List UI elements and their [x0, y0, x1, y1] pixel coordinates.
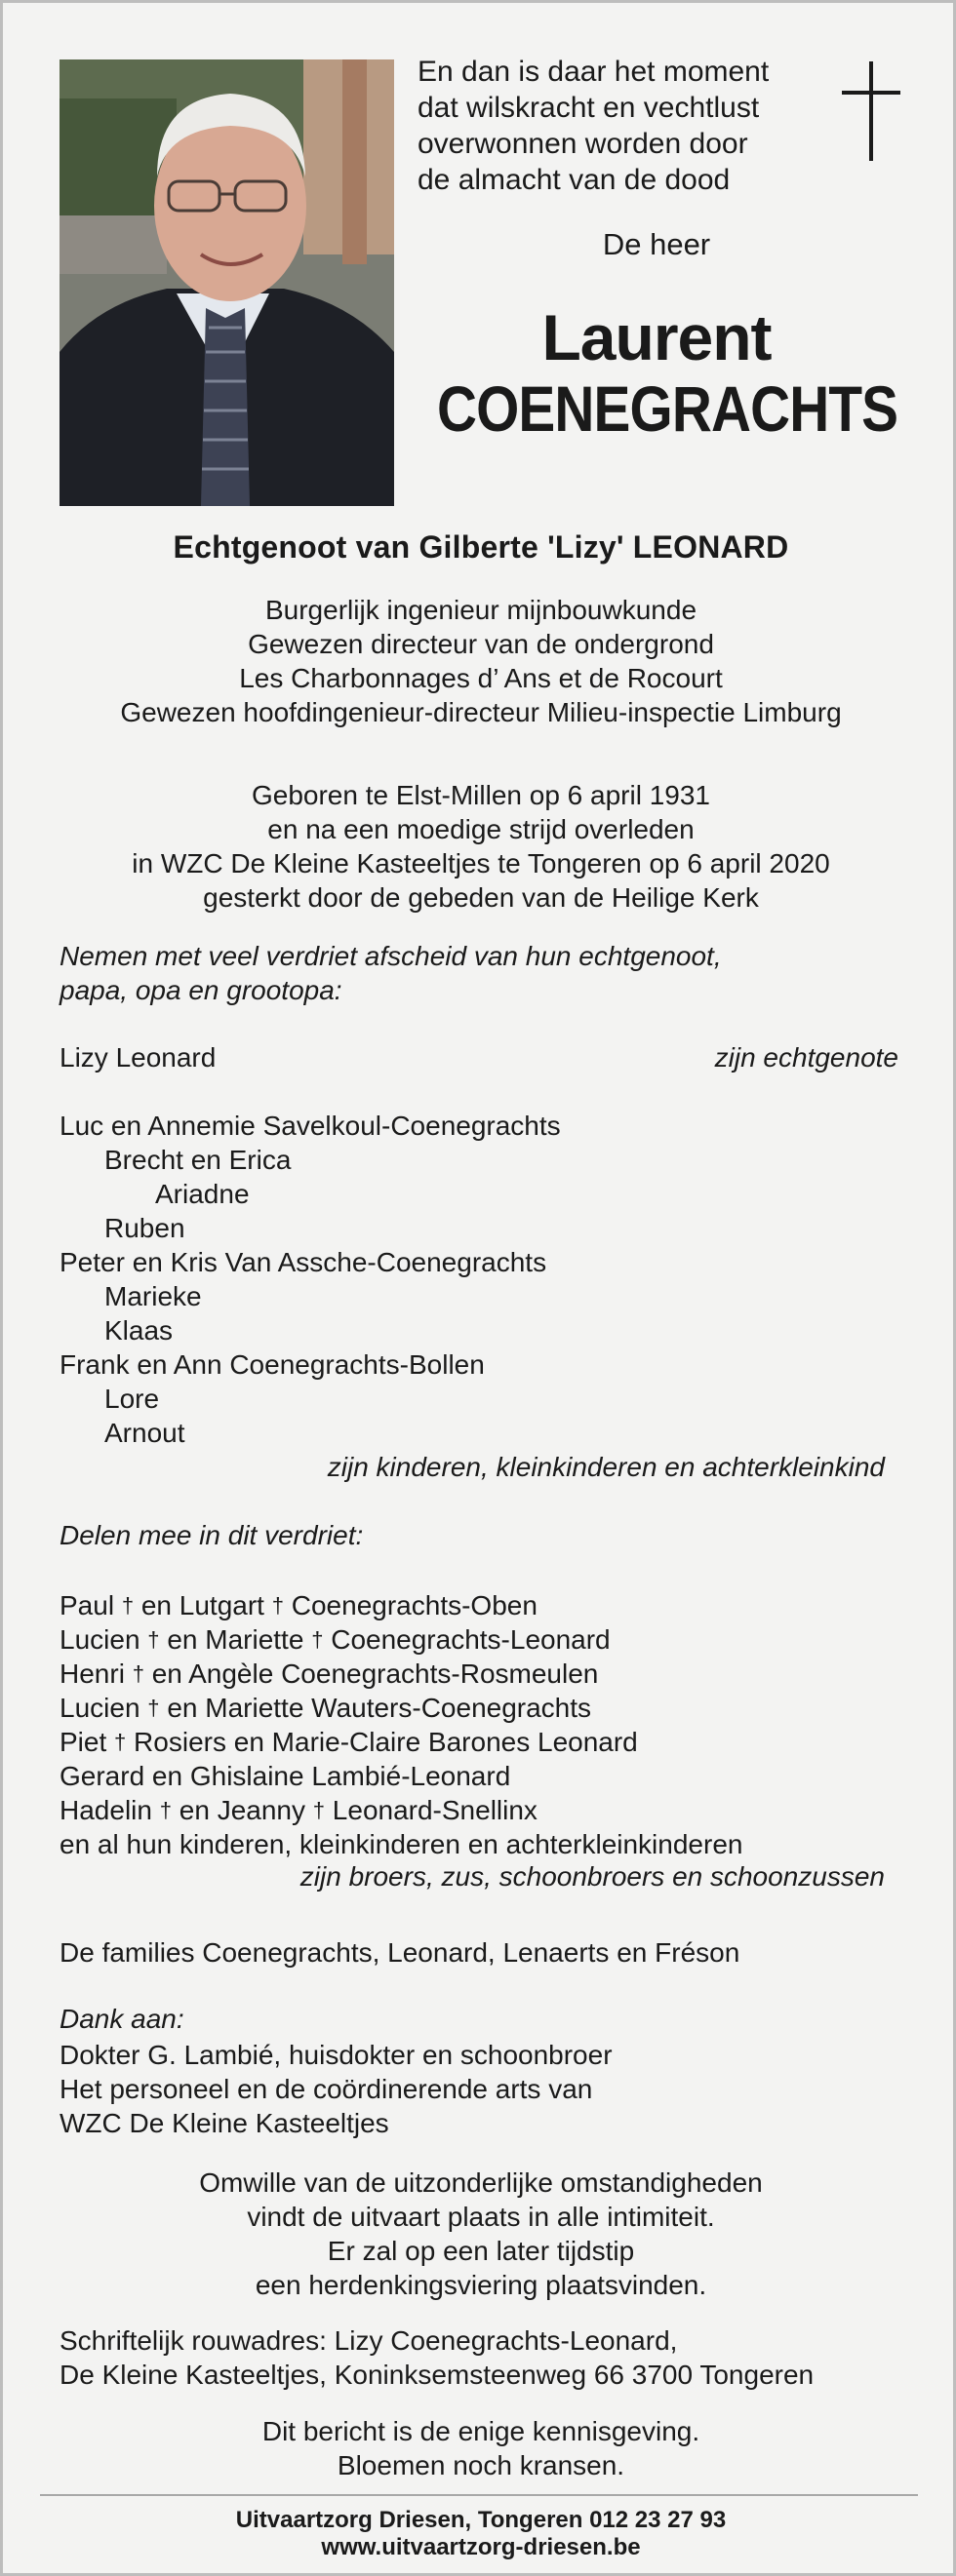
wife-role: zijn echtgenote	[714, 1042, 898, 1073]
thanks-intro: Dank aan:	[60, 2004, 184, 2034]
dagger-icon: †	[312, 1798, 326, 1822]
deceased-last-name: COENEGRACHTS	[437, 372, 898, 445]
career-line: Burgerlijk ingenieur mijnbouwkunde	[264, 595, 697, 625]
dagger-icon: †	[159, 1798, 172, 1822]
spouse-line: Echtgenoot van Gilberte 'Lizy' LEONARD	[173, 529, 789, 565]
list-item	[60, 1725, 918, 1759]
poem	[418, 54, 837, 198]
divider	[40, 2494, 918, 2496]
sibling-text: Coenegrachts-Oben	[283, 1590, 538, 1620]
list-item: Peter en Kris Van Assche-Coenegrachts	[60, 1247, 547, 1277]
siblings-role: zijn broers, zus, schoonbroers en schoonzussen	[299, 1861, 885, 1892]
notice-line: Bloemen noch kransen.	[337, 2450, 625, 2480]
address-line: Schriftelijk rouwadres: Lizy Coenegrachts-Leonard,	[60, 2325, 678, 2356]
list-item: Dokter G. Lambié, huisdokter en schoonbroer	[60, 2040, 613, 2070]
footer-website[interactable]: www.uitvaartzorg-driesen.be	[321, 2534, 641, 2560]
list-item: Brecht en Erica	[104, 1145, 292, 1175]
list-item: Arnout	[104, 1418, 185, 1448]
born-line: Geboren te Elst-Millen op 6 april 1931	[251, 780, 711, 810]
thanks-list	[60, 2038, 918, 2140]
sibling-name: Hadelin	[60, 1795, 152, 1825]
notice-line: Dit bericht is de enige kennisgeving.	[261, 2416, 700, 2446]
cross-icon	[842, 61, 900, 161]
list-item: Klaas	[104, 1315, 174, 1346]
list-item	[60, 1793, 918, 1827]
list-item: Luc en Annemie Savelkoul-Coenegrachts	[60, 1111, 561, 1141]
footer-funeral-home: Uitvaartzorg Driesen, Tongeren 012 23 27 93	[235, 2507, 727, 2533]
sibling-text: Leonard-Snellinx	[325, 1795, 538, 1825]
sibling-name: Henri	[60, 1659, 125, 1689]
circumstances-line: vindt de uitvaart plaats in alle intimiteit.	[247, 2202, 715, 2232]
sibling-text: Rosiers en Marie-Claire Barones Leonard	[126, 1727, 638, 1757]
birth-death-block	[3, 778, 956, 915]
notice-block	[3, 2414, 956, 2482]
circumstances-line: een herdenkingsviering plaatsvinden.	[255, 2270, 707, 2300]
mourn-intro	[60, 939, 918, 1007]
list-item	[60, 1588, 918, 1622]
poem-line: de almacht van de dood	[418, 164, 731, 196]
list-item: Ruben	[104, 1213, 185, 1243]
list-item: Marieke	[104, 1281, 202, 1311]
list-item	[60, 1657, 918, 1691]
dagger-icon: †	[147, 1696, 160, 1720]
sibling-text: en Jeanny	[171, 1795, 313, 1825]
children-list	[60, 1109, 918, 1450]
dagger-icon: †	[121, 1593, 135, 1618]
poem-line: overwonnen worden door	[418, 128, 748, 160]
sibling-text: en Angèle Coenegrachts-Rosmeulen	[143, 1659, 599, 1689]
sibling-name: Paul	[60, 1590, 115, 1620]
wife-row	[60, 1040, 898, 1074]
address-block	[60, 2323, 918, 2392]
list-item: WZC De Kleine Kasteeltjes	[60, 2108, 389, 2138]
portrait-photo	[60, 59, 394, 506]
list-item: en al hun kinderen, kleinkinderen en achterkleinkinderen	[60, 1829, 743, 1859]
list-item: Frank en Ann Coenegrachts-Bollen	[60, 1349, 485, 1380]
dagger-icon: †	[311, 1627, 324, 1652]
sibling-text: en Mariette	[159, 1624, 312, 1655]
siblings-list	[60, 1588, 918, 1861]
deceased-first-name: Laurent	[541, 301, 772, 373]
dagger-icon: †	[114, 1730, 127, 1754]
sibling-name: Piet	[60, 1727, 107, 1757]
career-line: Gewezen directeur van de ondergrond	[248, 629, 714, 659]
career-line: Gewezen hoofdingenieur-directeur Milieu-inspectie Limburg	[120, 697, 842, 727]
sibling-name: Lucien	[60, 1693, 140, 1723]
career-block	[3, 593, 956, 729]
list-item: Lore	[104, 1384, 160, 1414]
address-line: De Kleine Kasteeltjes, Koninksemsteenweg 66 3700 Tongeren	[60, 2360, 815, 2390]
sibling-text: en Mariette Wauters-Coenegrachts	[159, 1693, 592, 1723]
circumstances-line: Omwille van de uitzonderlijke omstandigheden	[199, 2167, 763, 2198]
list-item	[60, 1691, 918, 1725]
honorific: De heer	[602, 227, 711, 261]
list-item: Gerard en Ghislaine Lambié-Leonard	[60, 1761, 511, 1791]
mourn-intro-line: papa, opa en grootopa:	[60, 975, 342, 1005]
list-item: Het personeel en de coördinerende arts van	[60, 2074, 593, 2104]
circumstances-block	[3, 2166, 956, 2302]
sibling-text: en Lutgart	[134, 1590, 272, 1620]
share-intro: Delen mee in dit verdriet:	[60, 1520, 364, 1550]
circumstances-line: Er zal op een later tijdstip	[327, 2236, 635, 2266]
sibling-text: Coenegrachts-Leonard	[323, 1624, 611, 1655]
born-line: gesterkt door de gebeden van de Heilige Kerk	[203, 882, 759, 913]
dagger-icon: †	[147, 1627, 160, 1652]
poem-line: En dan is daar het moment	[418, 56, 770, 88]
wife-name: Lizy Leonard	[60, 1042, 217, 1073]
sibling-name: Lucien	[60, 1624, 140, 1655]
families-line: De families Coenegrachts, Leonard, Lenaerts en Fréson	[60, 1937, 740, 1968]
list-item	[60, 1622, 918, 1657]
dagger-icon: †	[271, 1593, 284, 1618]
born-line: en na een moedige strijd overleden	[267, 814, 695, 844]
children-role: zijn kinderen, kleinkinderen en achterkleinkind	[327, 1452, 885, 1482]
career-line: Les Charbonnages d’ Ans et de Rocourt	[239, 663, 723, 693]
born-line: in WZC De Kleine Kasteeltjes te Tongeren op 6 april 2020	[132, 848, 830, 878]
dagger-icon: †	[132, 1661, 144, 1686]
mourn-intro-line: Nemen met veel verdriet afscheid van hun echtgenoot,	[60, 941, 722, 971]
poem-line: dat wilskracht en vechtlust	[418, 92, 760, 124]
list-item: Ariadne	[155, 1179, 250, 1209]
